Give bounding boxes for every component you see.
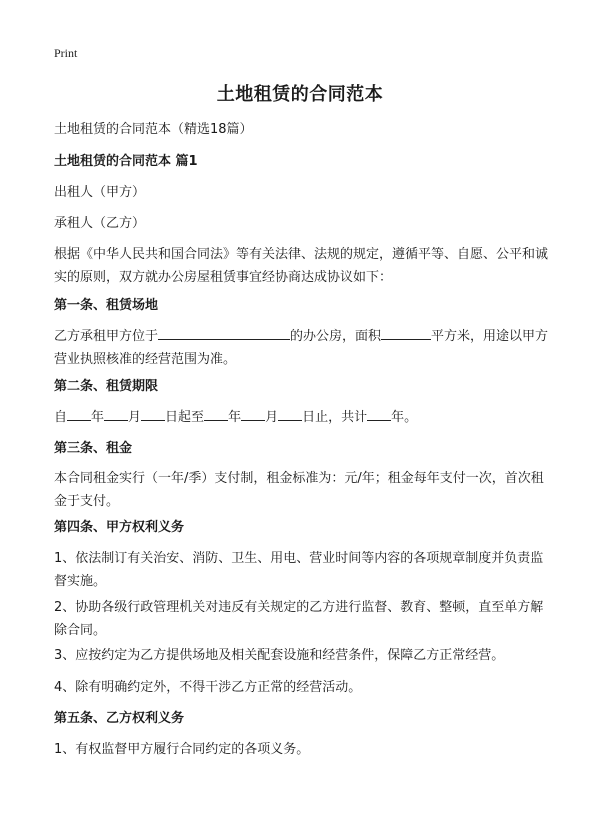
term-text: 年 — [91, 410, 105, 425]
section-4-item: 3、应按约定为乙方提供场地及相关配套设施和经营条件，保障乙方正常经营。 — [54, 648, 505, 663]
preamble-paragraph: 根据《中华人民共和国合同法》等有关法律、法规的规定，遵循平等、自愿、公平和诚实的原则，双方就办公房屋租赁事宜经协商达成协议如下： — [54, 247, 549, 285]
date-blank — [241, 406, 265, 421]
section-4-heading: 第四条、甲方权利义务 — [54, 520, 185, 535]
section-1-heading: 第一条、租赁场地 — [54, 298, 159, 313]
document-subtitle: 土地租赁的合同范本（精选18篇） — [54, 122, 253, 137]
location-blank — [158, 325, 290, 340]
lessee-line: 承租人（乙方） — [54, 216, 146, 231]
section-5-heading: 第五条、乙方权利义务 — [54, 711, 185, 726]
date-blank — [104, 406, 128, 421]
date-blank — [67, 406, 91, 421]
term-text: 年。 — [391, 410, 418, 425]
section-1-text-part: 的办公房，面积 — [290, 329, 382, 344]
term-text: 日起至 — [165, 410, 205, 425]
term-text: 月 — [128, 410, 142, 425]
section-2-heading: 第二条、租赁期限 — [54, 379, 159, 394]
section-4-item: 2、协助各级行政管理机关对违反有关规定的乙方进行监督、教育、整顿，直至单方解除合同。 — [54, 600, 544, 638]
section-2-text — [54, 406, 554, 429]
section-4-item: 1、依法制订有关治安、消防、卫生、用电、营业时间等内容的各项规章制度并负责监督实施。 — [54, 551, 544, 589]
section-3-text: 本合同租金实行（一年/季）支付制，租金标准为：元/年；租金每年支付一次，首次租金于支付。 — [54, 471, 544, 509]
section-5-item: 1、有权监督甲方履行合同约定的各项义务。 — [54, 742, 310, 757]
term-text: 年 — [228, 410, 242, 425]
term-text: 月 — [265, 410, 279, 425]
term-text: 自 — [54, 410, 68, 425]
date-blank — [141, 406, 165, 421]
date-blank — [204, 406, 228, 421]
article-heading: 土地租赁的合同范本 篇1 — [54, 154, 198, 169]
section-1-text-part: 乙方承租甲方位于 — [54, 329, 159, 344]
term-text: 日止，共计 — [302, 410, 368, 425]
section-3-heading: 第三条、租金 — [54, 441, 133, 456]
page-title: 土地租赁的合同范本 — [216, 84, 384, 105]
print-link[interactable]: Print — [54, 46, 78, 60]
area-blank — [381, 325, 431, 340]
lessor-line: 出租人（甲方） — [54, 185, 146, 200]
section-1-text-part: 平方米，用途以甲方营业执照核准的经营范围为准。 — [54, 329, 549, 367]
date-blank — [278, 406, 302, 421]
date-blank — [367, 406, 391, 421]
section-4-item: 4、除有明确约定外，不得干涉乙方正常的经营活动。 — [54, 680, 362, 695]
section-1-text — [54, 325, 554, 371]
